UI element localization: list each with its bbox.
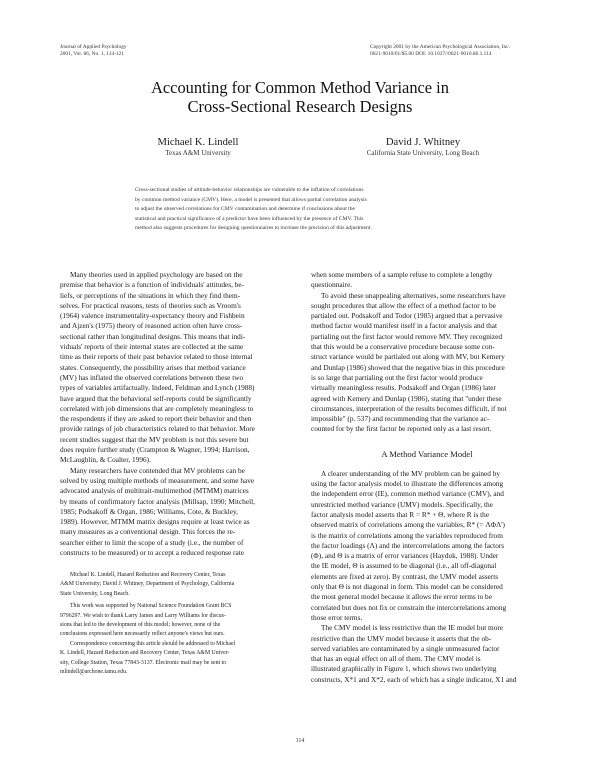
- body-line: Many researchers have contended that MV problems can be: [70, 465, 245, 475]
- paper-title: [0, 78, 600, 116]
- body-line: the independent error (IE), common method variance (CMV), and: [311, 489, 504, 499]
- body-line: is the matrix of correlations among the variables reproduced from: [311, 530, 503, 540]
- body-line: by means of confirmatory factor analysis (Millsap, 1990; Mitchell,: [60, 496, 255, 506]
- body-line: does require further study (Crampton & Wagner, 1994; Harrison,: [60, 445, 250, 455]
- body-line: have argued that the behavioral self-reports could be significantly: [60, 393, 252, 403]
- author-note-footnotes: [60, 571, 292, 677]
- body-line: restrictive than the UMV model because it asserts that the ob-: [311, 633, 492, 643]
- body-line: (1964) valence instrumentality-expectancy theory and Fishbein: [60, 311, 245, 321]
- author-block: [328, 137, 518, 158]
- body-line: unrestricted method variance (UMV) models. Specifically, the: [311, 499, 493, 509]
- body-line: solved by using multiple methods of measurement, and some have: [60, 475, 255, 485]
- body-line: those error terms.: [311, 612, 363, 622]
- body-line: circumstances, interpretation of the results becomes difficult, if not: [311, 403, 507, 413]
- body-line: sectional rather than longitudinal designs. This means that indi-: [60, 331, 246, 341]
- author-name: Michael K. Lindell: [157, 137, 239, 148]
- body-line: recent studies suggest that the MV problem is not this severe but: [60, 434, 249, 444]
- body-line: selves. For practical reasons, tests of theories such as Vroom's: [60, 300, 241, 310]
- body-line: (MV) has inflated the observed correlations between these two: [60, 372, 244, 382]
- body-line: advocated analysis of multitrait-multimethod (MTMM) matrices: [60, 486, 249, 496]
- body-line: questionnaire.: [311, 280, 353, 290]
- abstract-line: statistical and practical significance of a predictor have been influenced by the presence of CMV. This: [135, 215, 364, 222]
- footnote-line: Michael K. Lindell, Hazard Reduction and Recovery Center, Texas: [70, 572, 226, 578]
- footnote-line: Correspondence concerning this article should be addressed to Michael: [70, 640, 236, 647]
- body-line: only that Θ is not diagonal in form. This model can be considered: [311, 582, 503, 592]
- body-line: constructs to be measured) or to accept a reduced response rate: [60, 548, 244, 558]
- page-number: 114: [295, 738, 305, 744]
- body-line: partialing out the first factor would remove MV. They recognized: [311, 331, 503, 341]
- title-line: Cross-Sectional Research Designs: [187, 97, 413, 116]
- author-affiliation: Texas A&M University: [165, 149, 231, 157]
- author-name: David J. Whitney: [385, 137, 461, 148]
- body-line: impossible" (p. 537) and recommending that the variance ac-: [311, 414, 490, 424]
- footnote-line: This work was supported by National Science Foundation Grant BCS: [70, 603, 232, 610]
- body-line: observed matrix of correlations among the variables, R* (= ΛΦΛ'): [311, 520, 505, 530]
- body-line: searcher either to limit the scope of a study (i.e., the number of: [60, 537, 244, 547]
- body-line: constructs, X*1 and X*2, each of which has a single indicator, X1 and: [311, 674, 517, 684]
- body-line: counted for by the first factor be reported only as a last resort.: [311, 424, 492, 434]
- body-line: the respondents if they are asked to report their behavior and then: [60, 414, 252, 424]
- body-line: virtually meaningless results. Podsakoff and Organ (1986) later: [311, 383, 496, 393]
- body-line: the factor loadings (Λ) and the intercorrelations among the factors: [311, 540, 505, 550]
- body-line: 1985; Podsakoff & Organ, 1986; Williams, Cote, & Buckley,: [60, 506, 238, 516]
- body-line: McLaughlin, & Coalter, 1996).: [60, 455, 151, 465]
- footnote-line: sions that led to the development of this model; however, none of the: [60, 622, 221, 629]
- author-affiliation: California State University, Long Beach: [366, 149, 480, 157]
- abstract-line: by common method variance (CMV). Here, a model is presented that allows partial correlation analysis: [135, 196, 367, 203]
- abstract-line: method also suggests procedures for designing questionnaires to increase the precision of this adjustment.: [135, 225, 372, 232]
- footnote-line: K. Lindell, Hazard Reduction and Recovery Center, Texas A&M Univer-: [60, 650, 230, 657]
- body-line: illustrated graphically in Figure 1, which shows two underlying: [311, 664, 497, 674]
- body-line: and Ajzen's (1975) theory of reasoned action often have cross-: [60, 321, 243, 331]
- body-line: many measures as a conventional design. This forces the re-: [60, 527, 236, 537]
- right-column-body: [311, 270, 543, 685]
- body-line: Many theories used in applied psychology are based on the: [70, 270, 243, 279]
- body-line: is so large that partialing out the first factor would produce: [311, 372, 483, 382]
- left-column-body: [60, 270, 292, 558]
- abstract-line: to adjust the observed correlations for CMV contamination and determine if conclusions about the: [135, 206, 356, 213]
- body-line: and Dunlap (1986) showed that the negative bias in this procedure: [311, 362, 505, 372]
- body-line: The CMV model is less restrictive than the IE model but more: [321, 623, 504, 633]
- header-line: Copyright 2001 by the American Psychological Association, Inc.: [370, 44, 510, 50]
- body-line: time as their reports of their past behavior related to those internal: [60, 352, 253, 362]
- body-line: agreed with Kemery and Dunlap (1986), stating that "under these: [311, 393, 502, 403]
- body-line: sought procedures that allow the effect of a method factor to be: [311, 300, 496, 310]
- body-line: struct variance would be partialed out along with MV, but Kemery: [311, 352, 505, 362]
- footnote-line: conclusions expressed here necessarily reflect anyone's views but ours.: [60, 631, 225, 638]
- body-line: liefs, or perceptions of the situations in which they find them-: [60, 290, 241, 300]
- footnote-line: 9796297. We wish to thank Larry James and Larry Williams for discus-: [60, 612, 226, 619]
- author-block: [118, 137, 278, 158]
- section-heading: A Method Variance Model: [381, 448, 473, 459]
- body-line: the IE model, Θ is assumed to be diagonal (i.e., all off-diagonal: [311, 561, 497, 571]
- body-line: factor analysis model asserts that R = R* + Θ, where R is the: [311, 509, 490, 519]
- body-line: correlated with job dimensions that are completely meaningless to: [60, 403, 254, 413]
- header-line: 2001, Vol. 86, No. 1, 114-121: [60, 50, 124, 57]
- footnote-line: sity, College Station, Texas 77843-3137. Electronic mail may be sent to: [60, 659, 227, 666]
- header-line: 0021-9010/01/$5.00 DOI: 10.1037//0021-9010.86.1.114: [370, 50, 492, 57]
- body-line: that this would be a conservative procedure because some con-: [311, 342, 495, 352]
- abstract: [135, 186, 465, 234]
- body-line: using the factor analysis model to illustrate the differences among: [311, 479, 504, 489]
- body-line: elements are fixed at zero). By contrast, the UMV model asserts: [311, 571, 499, 581]
- body-line: (Φ), and Θ is a matrix of error variances (Hayduk, 1988). Under: [311, 551, 499, 561]
- body-line: A clearer understanding of the MV problem can be gained by: [321, 468, 500, 478]
- body-line: 1989). However, MTMM matrix designs require at least twice as: [60, 517, 250, 527]
- footnote-line: A&M University; David J. Whitney, Department of Psychology, California: [60, 581, 235, 588]
- body-line: that has an equal effect on all of them. The CMV model is: [311, 654, 481, 664]
- body-line: viduals' reports of their internal states are collected at the same: [60, 342, 244, 352]
- body-line: the most general model because it allows the error terms to be: [311, 592, 492, 602]
- journal-header-right: [370, 44, 550, 57]
- header-line: Journal of Applied Psychology: [60, 44, 127, 50]
- body-line: premise that behavior is a function of individuals' attitudes, be-: [60, 280, 245, 290]
- body-line: To avoid these unappealing alternatives, some researchers have: [321, 290, 506, 300]
- body-line: partialed out. Podsakoff and Todor (1985) argued that a pervasive: [311, 311, 503, 321]
- abstract-line: Cross-sectional studies of attitude-behavior relationships are vulnerable to the inflation of correlations: [135, 187, 364, 193]
- body-line: method factor would manifest itself in a factor analysis and that: [311, 321, 498, 331]
- body-line: served variables are contaminated by a single unmeasured factor: [311, 643, 500, 653]
- title-line: Accounting for Common Method Variance in: [151, 78, 449, 97]
- body-line: provide ratings of job characteristics related to that behavior. More: [60, 424, 255, 434]
- body-line: correlated but does not fix or constrain the intercorrelations among: [311, 602, 507, 612]
- body-line: types of variables artifactually. Indeed, Feldman and Lynch (1988): [60, 383, 255, 393]
- body-line: when some members of a sample refuse to complete a lengthy: [311, 270, 493, 279]
- body-line: states. Consequently, the possibility arises that method variance: [60, 362, 246, 372]
- journal-header-left: [60, 44, 127, 57]
- footnote-line: State University, Long Beach.: [60, 590, 130, 597]
- footnote-line: mlindell@archone.tamu.edu.: [60, 669, 128, 676]
